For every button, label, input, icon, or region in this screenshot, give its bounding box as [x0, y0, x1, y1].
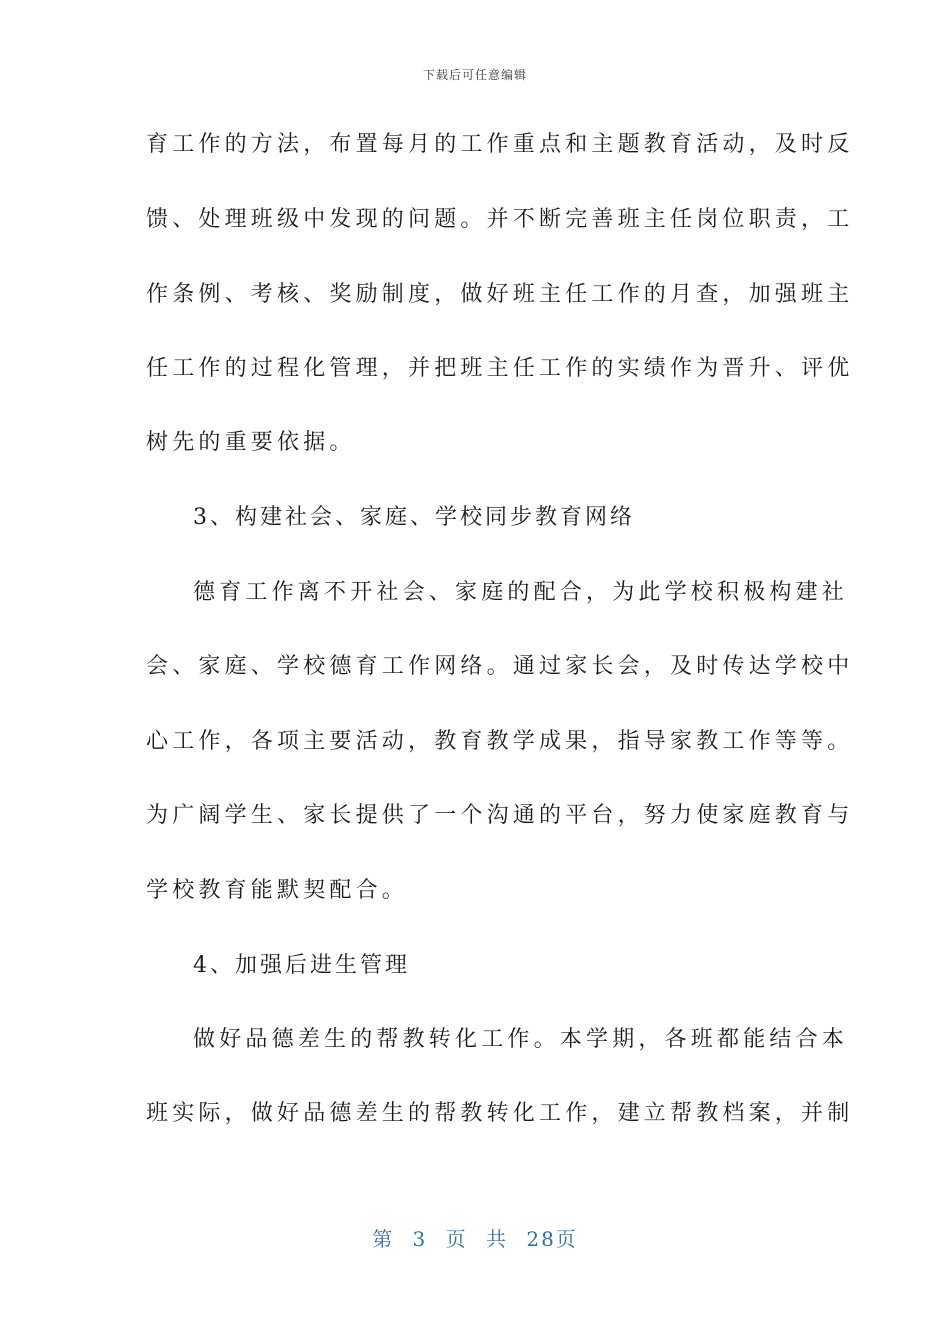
body-line: 为广阔学生、家长提供了一个沟通的平台，努力使家庭教育与 [146, 803, 854, 828]
body-line: 班实际，做好品德差生的帮教转化工作，建立帮教档案，并制 [146, 1101, 854, 1126]
body-line: 任工作的过程化管理，并把班主任工作的实绩作为晋升、评优 [146, 356, 854, 381]
body-line: 馈、处理班级中发现的问题。并不断完善班主任岗位职责，工 [146, 207, 854, 232]
body-line: 会、家庭、学校德育工作网络。通过家长会，及时传达学校中 [146, 654, 854, 679]
section-heading: 4、加强后进生管理 [193, 953, 410, 978]
body-line: 作条例、考核、奖励制度，做好班主任工作的月查，加强班主 [146, 282, 854, 307]
body-line: 做好品德差生的帮教转化工作。本学期，各班都能结合本 [193, 1027, 849, 1052]
body-line: 育工作的方法，布置每月的工作重点和主题教育活动，及时反 [146, 132, 854, 157]
page-number: 第 3 页 共 28页 [372, 1227, 578, 1251]
body-line: 心工作，各项主要活动，教育教学成果，指导家教工作等等。 [146, 729, 854, 754]
body-line: 树先的重要依据。 [146, 430, 356, 455]
body-line: 学校教育能默契配合。 [146, 878, 409, 903]
section-heading: 3、构建社会、家庭、学校同步教育网络 [193, 505, 635, 530]
body-line: 德育工作离不开社会、家庭的配合，为此学校积极构建社 [193, 580, 849, 605]
page-header: 下载后可任意编辑 [422, 68, 527, 82]
